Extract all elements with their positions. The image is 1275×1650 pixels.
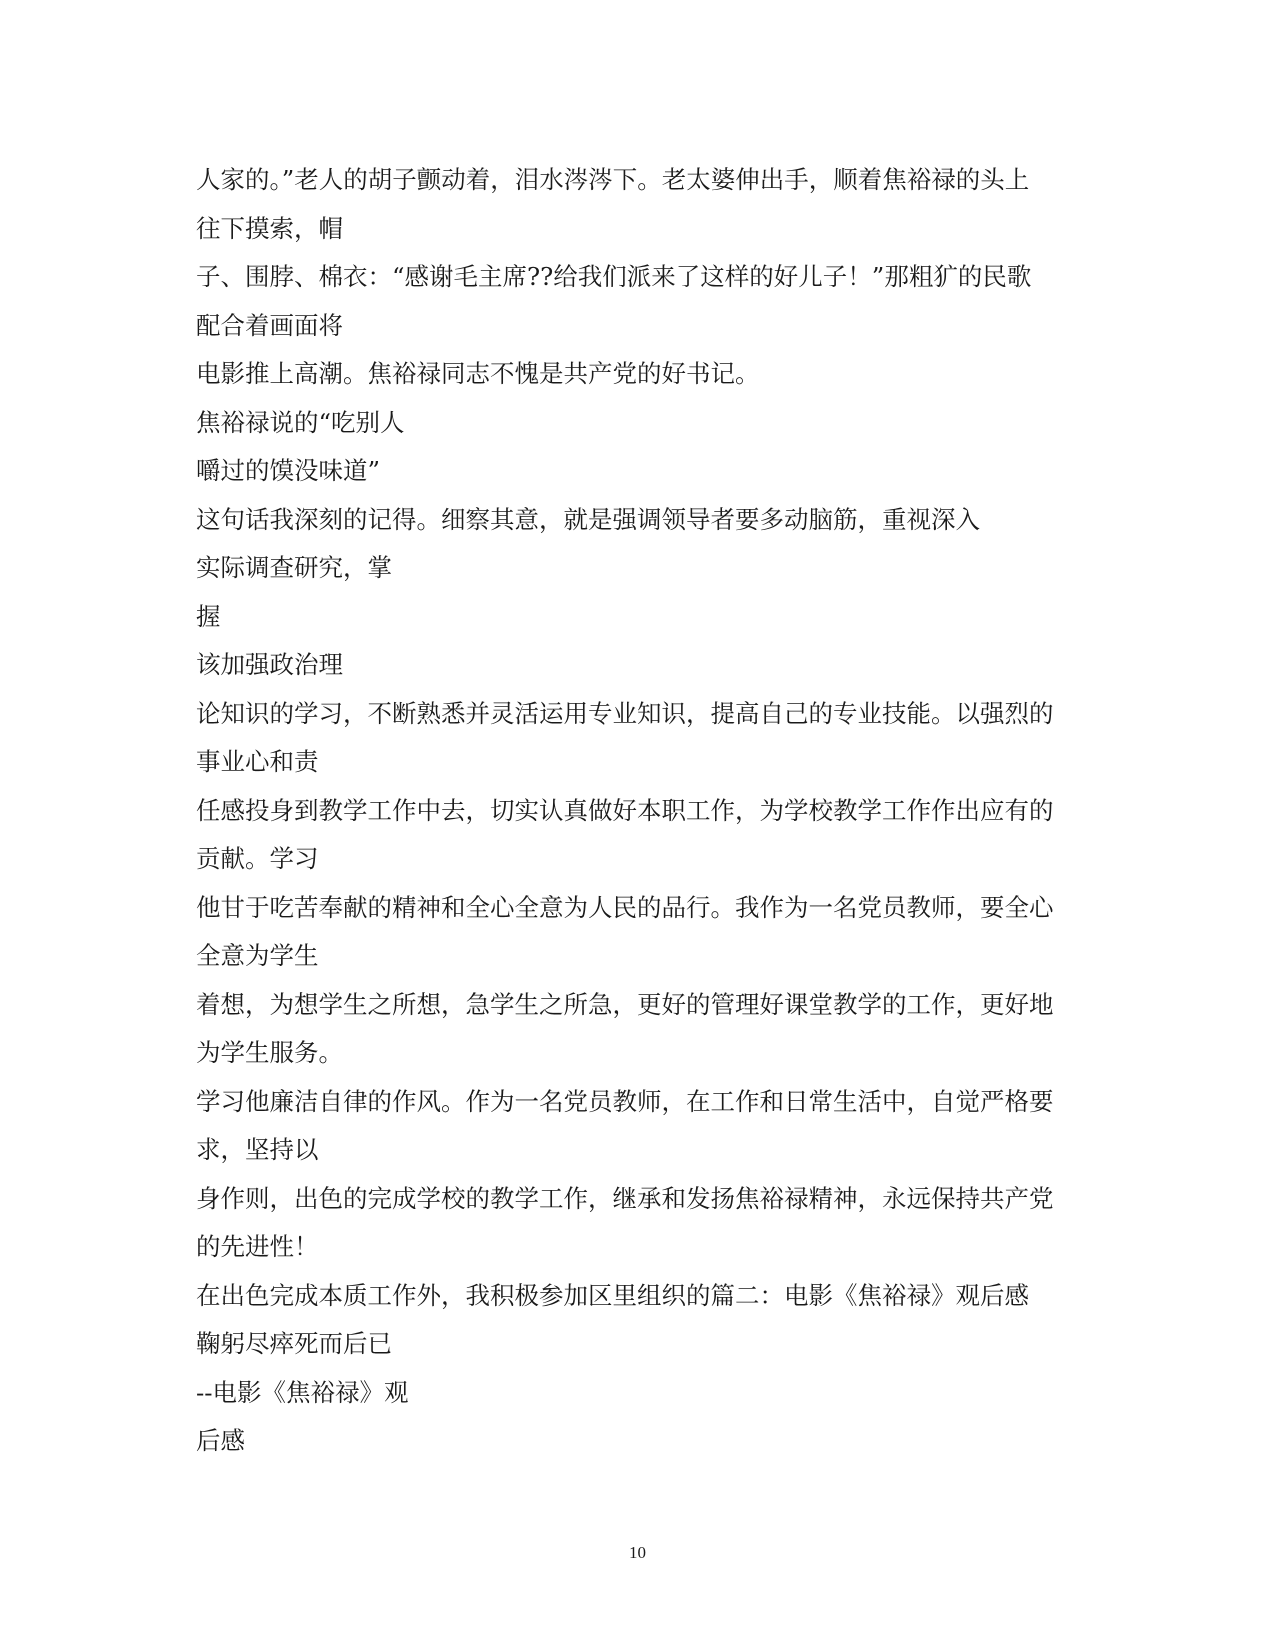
text-line: 实际调查研究，掌 (196, 553, 392, 582)
text-line: 全意为学生 (196, 941, 319, 970)
text-line: 子、围脖、棉衣：“感谢毛主席??给我们派来了这样的好儿子！”那粗犷的民歌 (196, 262, 1032, 291)
text-line: 握 (196, 601, 221, 631)
text-line: 配合着画面将 (196, 310, 343, 340)
text-line: 身作则，出色的完成学校的教学工作，继承和发扬焦裕禄精神，永远保持共产党 (196, 1183, 1054, 1213)
text-line: 事业心和责 (196, 747, 319, 776)
text-line: 求，坚持以 (196, 1135, 319, 1164)
page-number: 10 (629, 1543, 646, 1562)
text-line: 人家的。”老人的胡子颤动着，泪水涔涔下。老太婆伸出手，顺着焦裕禄的头上 (196, 165, 1030, 194)
text-line: 他甘于吃苦奉献的精神和全心全意为人民的品行。我作为一名党员教师，要全心 (196, 892, 1054, 922)
body-text (196, 156, 1076, 1466)
text-line: 该加强政治理 (196, 650, 343, 679)
text-line: 在出色完成本质工作外，我积极参加区里组织的篇二：电影《焦裕禄》观后感 (196, 1280, 1029, 1310)
text-line: 鞠躬尽瘁死而后已 (196, 1329, 392, 1358)
text-line: 着想，为想学生之所想，急学生之所急，更好的管理好课堂教学的工作，更好地 (196, 989, 1054, 1019)
text-line: 后感 (196, 1426, 245, 1455)
text-line: 焦裕禄说的“吃别人 (196, 407, 405, 437)
text-line: 电影推上高潮。焦裕禄同志不愧是共产党的好书记。 (196, 359, 760, 388)
text-line: 学习他廉洁自律的作风。作为一名党员教师，在工作和日常生活中，自觉严格要 (196, 1086, 1054, 1116)
text-line: 任感投身到教学工作中去，切实认真做好本职工作，为学校教学工作作出应有的 (196, 795, 1054, 825)
text-line: 嚼过的馍没味道” (196, 456, 381, 485)
text-line: 为学生服务。 (196, 1038, 343, 1067)
text-line: --电影《焦裕禄》观 (196, 1377, 409, 1407)
text-line: 这句话我深刻的记得。细察其意，就是强调领导者要多动脑筋，重视深入 (196, 504, 980, 534)
text-line: 贡献。学习 (196, 844, 319, 873)
text-line: 往下摸索，帽 (196, 213, 343, 243)
text-line: 的先进性！ (196, 1232, 319, 1261)
text-line: 论知识的学习，不断熟悉并灵活运用专业知识，提高自己的专业技能。以强烈的 (196, 698, 1054, 728)
